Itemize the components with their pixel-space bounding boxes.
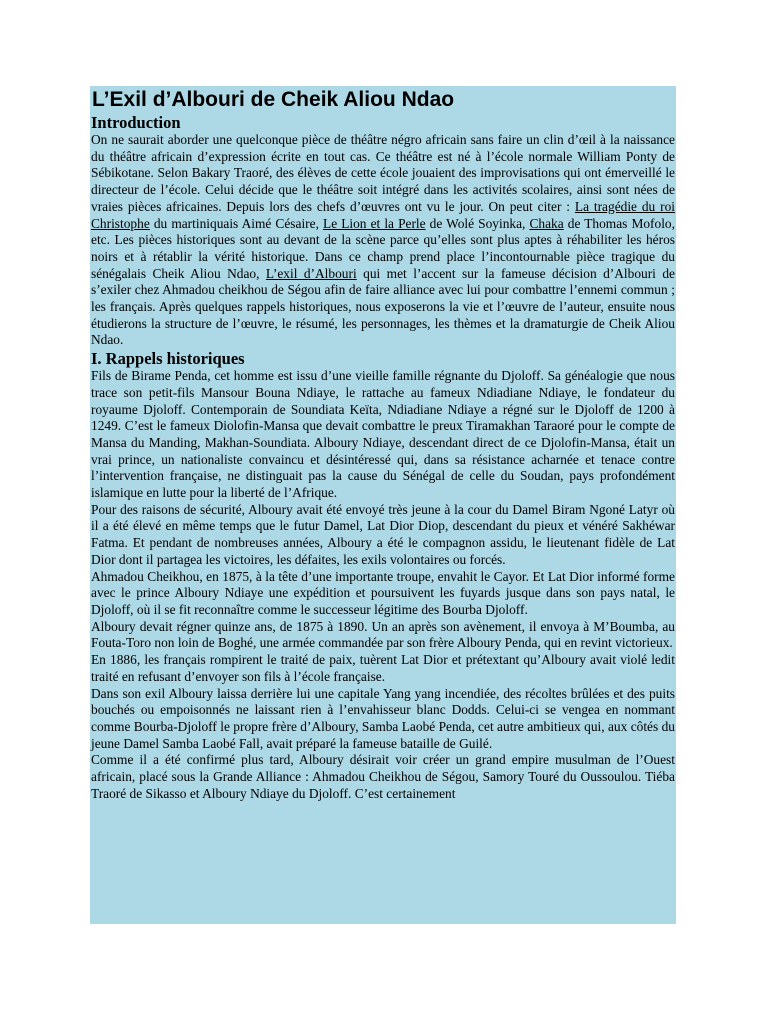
work-title-christophe[interactable]: La tragédie du roi Christophe bbox=[91, 198, 675, 231]
work-title-chaka[interactable]: Chaka bbox=[529, 215, 564, 231]
document-title: L’Exil d’Albouri de Cheik Aliou Ndao bbox=[92, 88, 455, 111]
section-paragraph: Ahmadou Cheikhou, en 1875, à la tête d’une importante troupe, envahit le Cayor. Et Lat Dior informé forme avec le prince Alboury Ndiaye une expédition et poursuivent les fuyards jusque dans son pays natal, le Djoloff, où il se fit reconnaître comme le successeur légitime des Bourba Djoloff. bbox=[91, 568, 675, 617]
intro-text-4: de Thomas Mofolo, etc. Les pièces historiques sont au devant de la scène parce qu’elles sont plus aptes à réhabiliter les héros noirs et à rétablir la vérité historique. Dans ce champ prend place l’incontournable pièce tragique du sénégalais Cheik Aliou Ndao, bbox=[91, 215, 675, 281]
section-paragraph: Dans son exil Alboury laissa derrière lui une capitale Yang yang incendiée, des récoltes brûlées et des puits bouchés ou empoisonnés ne laissant rien à l’envahisseur blanc Dodds. Celui-ci se vengea en nommant comme Bourba-Djoloff le propre frère d’Alboury, Samba Laobé Penda, cet autre ambitieux qui, aux côtés du jeune Damel Samba Laobé Fall, avait préparé la fameuse bataille de Guilé. bbox=[91, 685, 675, 751]
section-paragraph: Alboury devait régner quinze ans, de 1875 à 1890. Un an après son avènement, il envoya à M’Boumba, au Fouta-Toro non loin de Boghé, une armée commandée par son frère Alboury Penda, qui en revint victorieux. bbox=[91, 618, 675, 651]
intro-text-2: du martiniquais Aimé Césaire, bbox=[149, 215, 324, 231]
introduction-paragraph bbox=[90, 132, 676, 349]
introduction-heading: Introduction bbox=[91, 113, 181, 132]
intro-text-5: qui met l’accent sur la fameuse décision d’Albouri de s’exiler chez Ahmadou cheikhou de Ségou afin de faire alliance avec lui pour combattre l’ennemi commun ; les français. Après quelques rappels historiques, nous exposerons la vie et l’œuvre de l’auteur, ensuite nous étudierons la structure de l’œuvre, le résumé, les personnages, les thèmes et la dramaturgie de Cheik Aliou Ndao. bbox=[91, 265, 675, 348]
work-title-lion-perle[interactable]: Le Lion et la Perle bbox=[323, 215, 426, 231]
intro-text-3: de Wolé Soyinka, bbox=[425, 215, 530, 231]
section-paragraph: Comme il a été confirmé plus tard, Alboury désirait voir créer un grand empire musulman de l’Ouest africain, placé sous la Grande Alliance : Ahmadou Cheikhou de Ségou, Samory Touré du Oussoulou. Tiéba Traoré de Sikasso et Alboury Ndiaye du Djoloff. C’est certainement bbox=[91, 752, 675, 801]
section-paragraph: Pour des raisons de sécurité, Alboury avait été envoyé très jeune à la cour du Damel Biram Ngoné Latyr où il a été élevé en même temps que le futur Damel, Lat Dior Diop, descendant du pieux et vénéré Sakhéwar Fatma. Et pendant de nombreuses années, Alboury a été le compagnon assidu, le lieutenant fidèle de Lat Dior dont il partagea les victoires, les défaites, les exils volontaires ou forcés. bbox=[91, 501, 675, 567]
document-page bbox=[90, 86, 676, 924]
section-heading-rappels: I. Rappels historiques bbox=[91, 349, 245, 369]
intro-text-1: On ne saurait aborder une quelconque pièce de théâtre négro africain sans faire un clin d’œil à la naissance du théâtre africain d’expression écrite en tout cas. Ce théâtre est né à l’école normale William Ponty de Sébikotane. Selon Bakary Traoré, des élèves de cette école jouaient des improvisations qui ont émerveillé le directeur de l’école. Celui décide que le théâtre soit intégré dans les activités scolaires, ainsi sont nées de vraies pièces africaines. Depuis lors des chefs d’œuvres ont vu le jour. On peut citer : bbox=[91, 132, 675, 214]
section-paragraph: En 1886, les français rompirent le traité de paix, tuèrent Lat Dior et prétextant qu’Alboury avait violé ledit traité en refusant d’envoyer son fils à l’école française. bbox=[91, 652, 675, 684]
section-paragraph: Fils de Birame Penda, cet homme est issu d’une vieille famille régnante du Djoloff. Sa généalogie que nous trace son petit-fils Mansour Bouna Ndiaye, le rattache au fameux Ndiadiane Ndiaye, le fondateur du royaume Djoloff. Contemporain de Soundiata Keïta, Ndiadiane Ndiaye a régné sur le Djoloff de 1200 à 1249. C’est le fameux Diolofin-Mansa que devait combattre le preux Tiramakhan Taraoré pour le compte de Mansa du Manding, Makhan-Soundiata. Alboury Ndiaye, descendant direct de ce Djolofin-Mansa, était un vrai prince, un nationaliste convaincu et désintéressé qui, dans sa résistance acharnée et tenace contre l’intervention française, ne distinguait pas la cause du Sénégal de celle du Soudan, pays profondément islamique en lutte pour la liberté de l’Afrique. bbox=[91, 368, 675, 501]
work-title-exil-albouri[interactable]: L’exil d’Albouri bbox=[265, 265, 357, 281]
